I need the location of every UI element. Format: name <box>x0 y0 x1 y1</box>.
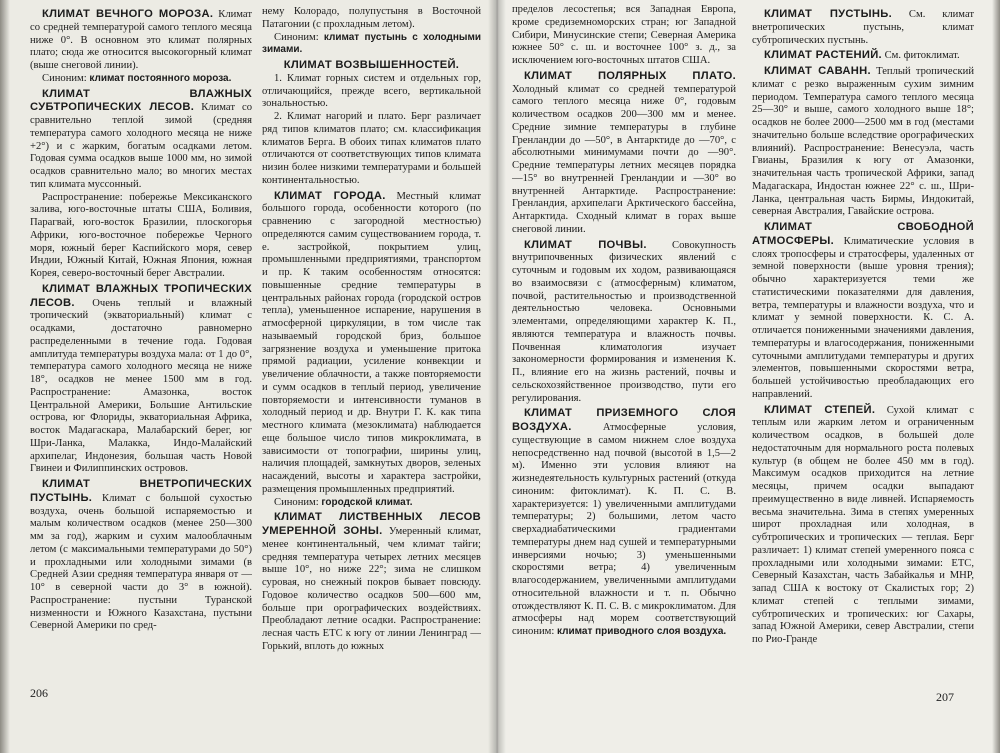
entry-surface-air-layer-climate <box>512 407 736 639</box>
entry-continuation <box>262 6 481 57</box>
synonym-term: климат приводного слоя воздуха. <box>556 626 727 637</box>
entry-heading: КЛИМАТ ВОЗВЫШЕННОСТЕЙ. <box>283 59 460 71</box>
left-page-column-2 <box>262 6 481 682</box>
entry-text: См. климат внетропических пустынь, климат субтропических пустынь. <box>752 9 974 46</box>
page-edge-shadow <box>0 0 10 753</box>
entry-text: Климат с большой сухостью воздуха, очень большой испаряемостью и малым количеством осадков (менее 250—300 мм за год), жарким и сухим малооблачным летом (с максимальными температурами до 50°) и прохладными или холодными зимами (в Средней Азии средняя температура января от —10° в северной части до 3° в южной). Распространение: пустыни Туранской низменности и Южного Казахстана, пустыни Северной Америки по сред- <box>30 492 252 632</box>
entry-text: Совокупность внутрипочвенных физических явлений с суточным и годовым их ходом, развивающаяся во взаимосвязи с (атмосферным) климатом, почвой, растительностью и производственной деятельностью человека. Основными элементами, определяющими характер К. П., являются температура и влажность почвы. Почвенная климатология изучает закономерности формирования и изменения К. П., влияние его на жизнь растений, почвы и сельскохозяйственное производство, пути его регулирования. <box>512 239 736 404</box>
entry-heading: КЛИМАТ ВЛАЖНЫХ СУБТРОПИЧЕСКИХ ЛЕСОВ. <box>30 87 252 114</box>
synonym-term: городской климат. <box>321 496 413 508</box>
entry-permafrost-climate <box>30 8 252 86</box>
book-gutter <box>488 0 506 753</box>
entry-text: Холодный климат со средней температурой самого теплого месяца ниже 0°, годовым количеством осадков 200—300 мм и менее. Средние зимние температуры в глубине Гренландии до —50°, в Антарктиде до —70°, с абсолютными минимумами почти до —90°. Средние температуры летних месяцев порядка —15° во внутренней Гренландии и —30° во внутренней Антарктиде. Распространение: Гренландия, архипелаги Арктического бассейна, Антарктида. Сходный климат в горах выше снеговой линии. <box>512 83 736 235</box>
entry-text: Сухой климат с теплым или жарким летом и ограниченным количеством осадков, в большей доле недостаточным для нормального роста полевых культур (в общем не более 450 мм в год). Максимум осадков приходится на летние месяцы, причем осадки выпадают преимущественно в виде ливней. Испаряемость весьма значительна. Зима в степях умеренных широт прохладная или холодная, в субтропических и тропических — теплая. Берг различает: 1) климат степей умеренного пояса с прохладными или холодными зимами: ЕТС, Северный Казахстан, часть Забайкалья и МНР, запад США к востоку от Скалистых гор; 2) климат степей с теплыми зимами, субтропических и тропических: юг Сахары, запад Южной Америки, север Австралии, степи по Рио-Гранде <box>752 404 974 645</box>
page-number: 207 <box>936 690 954 704</box>
entry-heading: КЛИМАТ ВЕЧНОГО МОРОЗА. <box>42 8 214 20</box>
entry-heading: КЛИМАТ САВАНН. <box>764 65 871 77</box>
entry-polar-plateau-climate <box>512 70 736 237</box>
entry-highlands-climate <box>262 59 481 188</box>
synonym-term: климат пустынь с холодными зимами. <box>262 31 481 56</box>
entry-text: См. фитоклимат. <box>884 50 960 62</box>
entry-text: Теплый тропический климат с резко выраженным сухим зимним периодом. Температура самого теплого месяца 25—30° и выше, самого холодного выше 18°; осадков не более 2000—2500 мм в год (местами значительно больше вследствие орографических влияний). Распространение: Венесуэла, часть Гвианы, Бразилия к югу от Амазонки, значительная часть тропической Африки, запад Мадагаскара, Индостан южнее 22° с. ш., Шри-Ланка, центральная часть Бирмы, Индокитай, северная Австралия, Гавайские острова. <box>752 66 974 218</box>
entry-heading: КЛИМАТ СТЕПЕЙ. <box>764 403 876 416</box>
entry-extratropical-deserts <box>30 478 252 633</box>
page-number: 206 <box>30 686 48 700</box>
entry-heading: КЛИМАТ ПОЛЯРНЫХ ПЛАТО. <box>524 69 736 82</box>
entry-desert-climate <box>752 8 974 47</box>
entry-text: Климатические условия в слоях тропосферы и стратосферы, удаленных от земной поверхности (выше уровня трения); обычно характеризуется теми же статистическими показателями для давления, ветра, температуры и влажности воздуха, что и климат у земной поверхности. К. С. А. отличается пониженными значениями давления, температуры и влагосодержания, пониженными суточными амплитудами температуры и других элементов, повышенными скоростями ветра, большей устойчивостью преобладающих его направлений. <box>752 235 974 400</box>
left-page <box>0 0 496 753</box>
entry-heading: КЛИМАТ ЛИСТВЕННЫХ ЛЕСОВ УМЕРЕННОЙ ЗОНЫ. <box>262 511 481 537</box>
entry-text: Климат со средней температурой самого теплого месяца ниже 0°. В основном это климат полярных плато; сюда же относится высокогорный климат (выше снеговой линии). <box>30 9 252 71</box>
entry-heading: КЛИМАТ ГОРОДА. <box>274 189 386 202</box>
entry-paragraph: 2. Климат нагорий и плато. Берг различает ряд типов климатов плато; см. классификация климатов Берга. В обоих типах климатов плато отличаются от соответствующих типов климата низин более низкими температурами и большей континентальностью. <box>262 111 481 186</box>
entry-continuation <box>512 4 736 68</box>
entry-text: 1. Климат горных систем и отдельных гор, отличающийся, прежде всего, вертикальной зональностью. <box>262 72 481 110</box>
entry-heading: КЛИМАТ СВОБОДНОЙ АТМОСФЕРЫ. <box>752 221 974 247</box>
entry-text: Атмосферные условия, существующие в самом нижнем слое воздуха непосредственно над почвой (высотой в 1,5—2 м). Именно эти условия влияют на жизнедеятельность культурных растений (откуда синоним: фитоклимат). К. П. С. В. характеризуется: 1) увеличенными амплитудами температуры; 2) большими, летом часто сверхадиабатическими градиентами температуры днем над сушей и температурными инверсиями ночью; 3) уменьшенными скоростями ветра; 4) увеличенным влагосодержанием, увеличенными амплитудами относительной влажности и т. п. Обычно отождествляют К. П. С. В. с микроклиматом. Для атмосферы над морем соответствующий синоним: <box>512 422 736 637</box>
entry-text: Очень теплый и влажный тропический (экваториальный) климат с осадками, достаточно равномерно распределенными в течение года. Годовая амплитуда температуры воздуха мала: от 1 до 0°, температура самого холодного месяца не ниже 18°, осадков не менее 1500 мм в год. Распространение: Амазонка, восток Центральной Америки, Большие Антильские острова, юг Флориды, экваториальная Африка, восток Мадагаскара, Малабарский берег, юг Шри-Ланка, Малакка, Индо-Малайский архипелаг, Индонезия, большая часть Новой Гвинеи и Филиппинских островов. <box>30 297 252 475</box>
entry-steppe-climate <box>752 404 974 647</box>
synonym-label: Синоним: <box>274 31 319 43</box>
entry-heading: КЛИМАТ ВЛАЖНЫХ ТРОПИЧЕСКИХ ЛЕСОВ. <box>30 282 252 309</box>
entry-heading: КЛИМАТ ВНЕТРОПИЧЕСКИХ ПУСТЫНЬ. <box>30 478 252 504</box>
entry-text: Климат со сравнительно теплой зимой (средняя температура самого холодного месяца не ниже +2°) и с жарким, богатым осадками летом. Годовая сумма осадков выше 1000 мм, но зимой осадков сравнительно мало; во многих местах тип климата муссонный. <box>30 102 252 190</box>
right-page <box>496 0 1000 753</box>
entry-temperate-deciduous-forests <box>262 511 481 653</box>
entry-soil-climate <box>512 239 736 406</box>
page-edge-shadow <box>992 0 1000 753</box>
entry-heading: КЛИМАТ ПУСТЫНЬ. <box>764 8 893 20</box>
entry-text: пределов лесостепья; вся Западная Европа, кроме средиземноморских стран; юг Западной Сибири, Минусинские степи; Северная Америка южнее 50° с. ш. и восточнее 100° з. д., за исключением юго-восточных штатов США. <box>512 4 736 66</box>
left-page-column-1 <box>30 8 252 676</box>
synonym-term: климат постоянного мороза. <box>89 72 232 84</box>
entry-text: Умеренный климат, менее континентальный, чем климат тайги; средняя температура четырех летних месяцев выше 10°, но ниже 22°; зима не слишком суровая, но снежный покров бывает повсюду. Годовое количество осадков 500—600 мм, больше при орографических воздействиях. Преобладают летние осадки. Распространение: лесная часть ЕТС к югу от линии Ленинград — Горький, вплоть до южных <box>262 526 481 652</box>
entry-text: Местный климат большого города, особенности которого (по сравнению с загородной местностью) определяются самим существованием города, т. е. застройкой, покрытием улиц, промышленными предприятиями, транспортом и пр. К таким особенностям относятся: повышенные средние температуры в центральных районах города (городской остров тепла), уменьшенное испарение, нарушения в атмосферной циркуляции, в том числе так называемый городской бриз, большое загрязнение воздуха и уменьшение притока прямой радиации, усиление конвекции и увеличение облачности, а также повторяемости и сумм осадков в теплый период, увеличение повторяемости и интенсивности туманов в холодный период и др. Внутри Г. К. как типа местного климата (мезоклимата) наблюдается еще большое число типов микроклимата, в зависимости от топографии, ширины улиц, наличия площадей, замкнутых дворов, зеленых насаждений, высоты и характера застройки, размещения промышленных предприятий. <box>262 190 481 495</box>
entry-paragraph: Распространение: побережье Мексиканского залива, юго-восточные штаты США, Боливия, Парагвай, юго-восток Бразилии, плоскогорья Африки, юго-восточное побережье Черного моря, южный берег Каспийского моря, север Индии, Южный Китай, Южная Япония, южная Корея, северо-восточный берег Австралии. <box>30 191 252 279</box>
synonym-label: Синоним: <box>274 496 319 508</box>
entry-heading: КЛИМАТ ПОЧВЫ. <box>524 238 647 251</box>
entry-savanna-climate <box>752 65 974 219</box>
entry-free-atmosphere-climate <box>752 221 974 402</box>
entry-plant-climate <box>752 49 974 63</box>
right-page-column-1 <box>512 4 736 680</box>
entry-humid-tropical-forests <box>30 283 252 476</box>
entry-text: нему Колорадо, полупустыня в Восточной Патагонии (с прохладным летом). <box>262 6 481 30</box>
right-page-column-2 <box>752 8 974 684</box>
entry-city-climate <box>262 190 481 510</box>
entry-heading: КЛИМАТ РАСТЕНИЙ. <box>764 49 882 62</box>
synonym-label: Синоним: <box>42 72 87 84</box>
entry-humid-subtropical-forests <box>30 88 252 281</box>
entry-heading: КЛИМАТ ПРИЗЕМНОГО СЛОЯ ВОЗДУХА. <box>512 407 736 433</box>
